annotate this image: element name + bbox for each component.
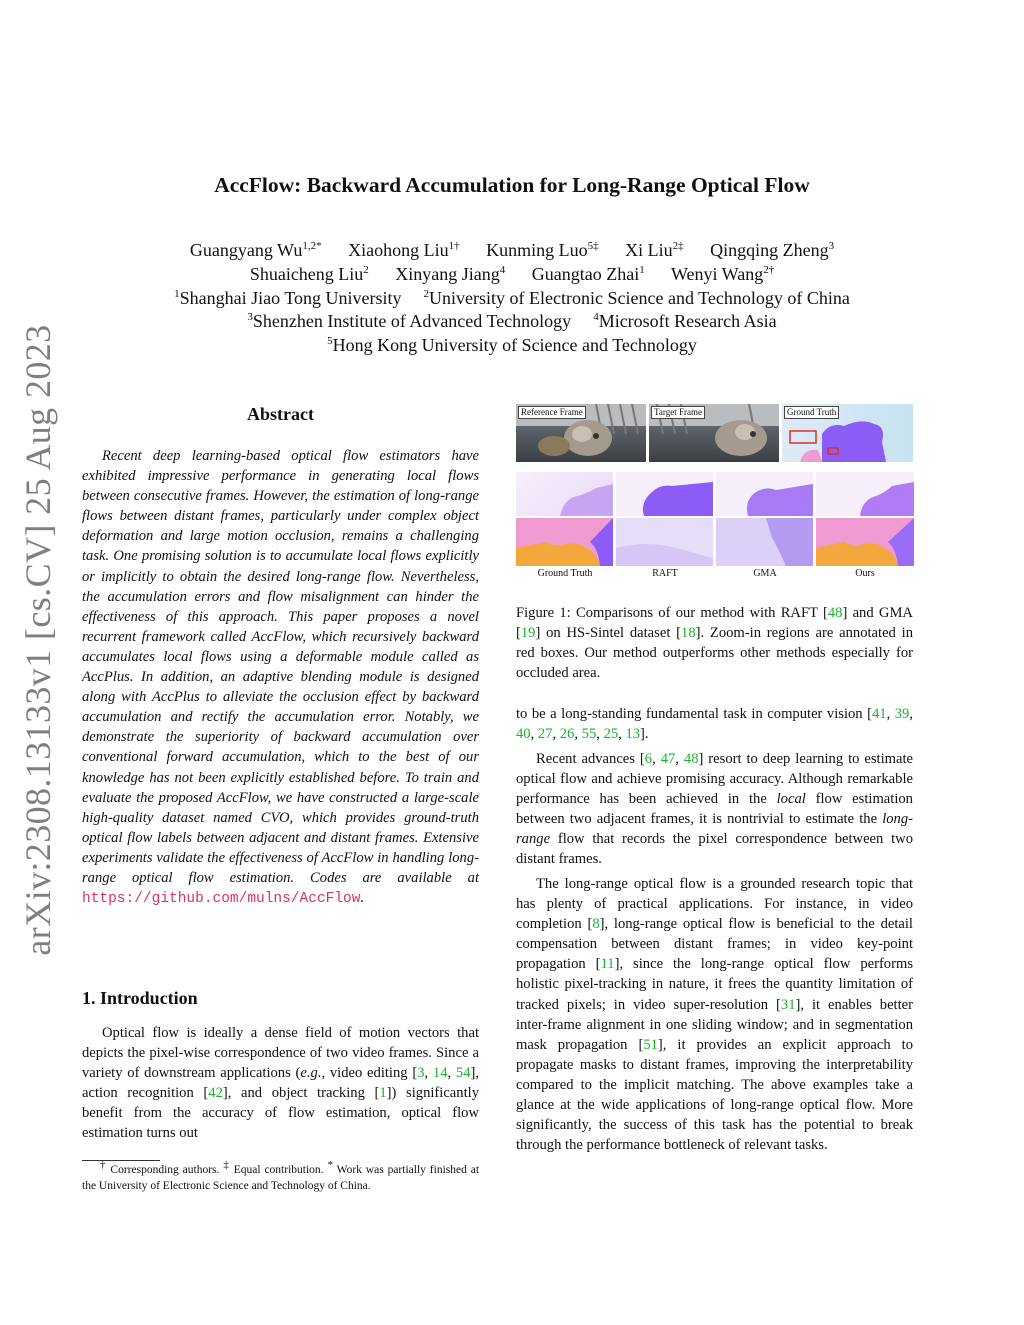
author: Guangtao Zhai$^1$: [531, 264, 645, 284]
crop-2-gma: [716, 518, 813, 566]
target-frame-image: [649, 404, 779, 462]
crop-1-ours: [816, 472, 914, 516]
citation-link[interactable]: 48: [683, 751, 699, 767]
crop-1-raft: [616, 472, 713, 516]
citation-link[interactable]: 8: [592, 916, 600, 933]
author: Qingqing Zheng$^3$: [710, 240, 835, 260]
crop-2-ground-truth: [516, 518, 613, 566]
citation-link[interactable]: 14: [432, 1065, 448, 1082]
affiliation-line-2: $^3$Shenzhen Institute of Advanced Technology $^4$Microsoft Research Asia: [247, 311, 777, 331]
citation-link[interactable]: 27: [537, 726, 553, 743]
column-label: RAFT: [652, 568, 678, 579]
citation-link[interactable]: 26: [559, 726, 575, 743]
citation-link[interactable]: 3: [417, 1065, 425, 1082]
author: Guangyang $Wu^{1,2*}$: [189, 240, 322, 260]
crop-2-ours: [816, 518, 914, 566]
abstract-heading: Abstract: [247, 404, 314, 424]
recent-advances-paragraph: Recent advances [6, 47, 48] resort to deep learning to estimate optical flow and achieve promising accuracy. Although remarkable performance has been achieved in the local flow estimation between two adjacent frames, it is nontrivial to estimate the long-range flow that records the pixel correspondence between two distant frames.: [516, 751, 914, 868]
citation-link[interactable]: 18: [681, 625, 696, 642]
citation-link[interactable]: 54: [455, 1065, 471, 1082]
citation-link[interactable]: 13: [625, 726, 641, 743]
affiliation-line-3: $^5$Hong Kong University of Science and Technology: [327, 335, 697, 355]
zoom-box: [790, 431, 816, 443]
column-label: Ground Truth: [537, 568, 593, 579]
paper-title: AccFlow: Backward Accumulation for Long-Range Optical Flow: [214, 173, 810, 197]
figure-caption: Figure 1: Comparisons of our method with RAFT [48] and GMA [19] on HS-Sintel dataset [18]. Zoom-in regions are annotated in red boxes. Our method outperforms other methods especially for occluded area.: [516, 605, 913, 682]
author: Xi Liu$^{2\ddagger}$: [625, 240, 684, 260]
author-line-1: [0, 240, 1024, 261]
long-range-flow-paragraph: The long-range optical flow is a grounded research topic that has plenty of practical applications. For instance, in video completion [8], long-range optical flow is beneficial to the detail compensation between distant frames; in video key-point propagation [11], since the long-range optical flow performs holistic pixel-tracking in nature, it frees the quantity limitation of tracked pixels; in video super-resolution [31], it enables better inter-frame alignment in one sliding window; and in segmentation mask propagation [51], it provides an explicit approach to propagate masks to distant frames, improving the interpretability compared to the implicit matching. The above examples take a glance at the wide applications of long-range optical flow. More significantly, the success of this task has the potential to break through the performance bottleneck of relevant tasks.: [516, 876, 914, 1154]
abstract-text: Recent deep learning-based optical flow estimators have exhibited impressive performance in generating local flows between consecutive frames. However, the estimation of long-range flows between distant frames, particularly under complex object deformation and large motion occlusion, remains a challenging task. One promising solution is to accumulate local flows explicitly or implicitly to obtain the desired long-range flow. Nevertheless, the accumulation errors and flow misalignment can hinder the effectiveness of this approach. This paper proposes a novel recurrent framework called AccFlow, which recursively backward accumulates local flows using a deformable module called as AccPlus. In addition, an adaptive blending module is designed along with AccPlus to alleviate the occlusion effect by backward accumulation and rectify the accumulation error. Notably, we demonstrate the superiority of backward accumulation over conventional forward accumulation, which to the best of our knowledge has not been explicitly established before. To train and evaluate the proposed AccFlow, we have constructed a large-scale high-quality dataset named CVO, which provides ground-truth optical flow labels between adjacent and distant frames. Extensive experiments validate the effectiveness of AccFlow in handling long-range optical flow estimation. Codes are available at https://github.com/mulns/AccFlow.: [82, 448, 479, 908]
citation-link[interactable]: 39: [894, 706, 910, 722]
citation-link[interactable]: 31: [780, 996, 796, 1013]
reference-frame-tag: Reference Frame: [518, 406, 586, 419]
citation-link[interactable]: 11: [600, 956, 615, 973]
citation-link[interactable]: 47: [660, 751, 676, 767]
footnote: † Corresponding authors. ‡ Equal contribution. * Work was partially finished at the University of Electronic Science and Technology of China.: [82, 1159, 480, 1192]
arxiv-id: arXiv:2308.13133v1 [cs.CV] 25 Aug 2023: [18, 324, 58, 956]
section-heading-introduction: 1. Introduction: [82, 988, 198, 1008]
citation-link[interactable]: 40: [516, 726, 531, 743]
citation-link[interactable]: 42: [208, 1085, 223, 1102]
intro-paragraph-continued: to be a long-standing fundamental task in computer vision [41, 39, 40, 27, 26, 55, 25, 13].: [516, 706, 913, 743]
author-line-2: [0, 264, 1024, 285]
citation-link[interactable]: 41: [871, 706, 887, 722]
author: Xiaohong Liu$^{1\dagger}$: [348, 240, 460, 260]
citation-link[interactable]: 55: [581, 726, 597, 743]
author: Xinyang Jiang$^4$: [395, 264, 506, 284]
column-label: Ours: [855, 568, 875, 579]
citation-link[interactable]: 48: [827, 605, 843, 621]
column-label: GMA: [753, 568, 777, 579]
figure-1: [516, 404, 914, 582]
reference-frame-image: [516, 404, 646, 462]
crop-2-raft: [616, 518, 713, 566]
author: Wenyi Wang$^{2\dagger}$: [670, 264, 775, 284]
ground-truth-flow-image: [782, 404, 913, 462]
crop-1-gma: [716, 472, 813, 516]
citation-link[interactable]: 25: [603, 726, 619, 743]
citation-link[interactable]: 1: [379, 1085, 387, 1102]
citation-link[interactable]: 51: [643, 1036, 658, 1053]
footnote-rule: [82, 1160, 160, 1161]
code-link[interactable]: https://github.com/mulns/AccFlow: [82, 891, 361, 908]
citation-link[interactable]: 6: [644, 751, 653, 767]
arxiv-stamp: [6, 324, 70, 956]
author: Shuaicheng Liu$^2$: [249, 264, 369, 284]
citation-link[interactable]: 19: [520, 625, 536, 642]
author: Kunming Luo$^{5\ddagger}$: [486, 240, 599, 260]
affiliation-line-1: $^1$Shanghai Jiao Tong University $^2$University of Electronic Science and Technology of China: [174, 288, 850, 308]
ground-truth-tag: Ground Truth: [784, 406, 839, 419]
intro-paragraph: Optical flow is ideally a dense field of motion vectors that depicts the pixel-wise correspondence of two video frames. Since a variety of downstream applications (e.g., video editing [3, 14, 54], action recognition [42], and object tracking [1]) significantly benefit from the accuracy of flow estimation, optical flow estimation turns out: [82, 1025, 479, 1142]
crop-1-ground-truth: [516, 472, 613, 516]
target-frame-tag: Target Frame: [651, 406, 705, 419]
